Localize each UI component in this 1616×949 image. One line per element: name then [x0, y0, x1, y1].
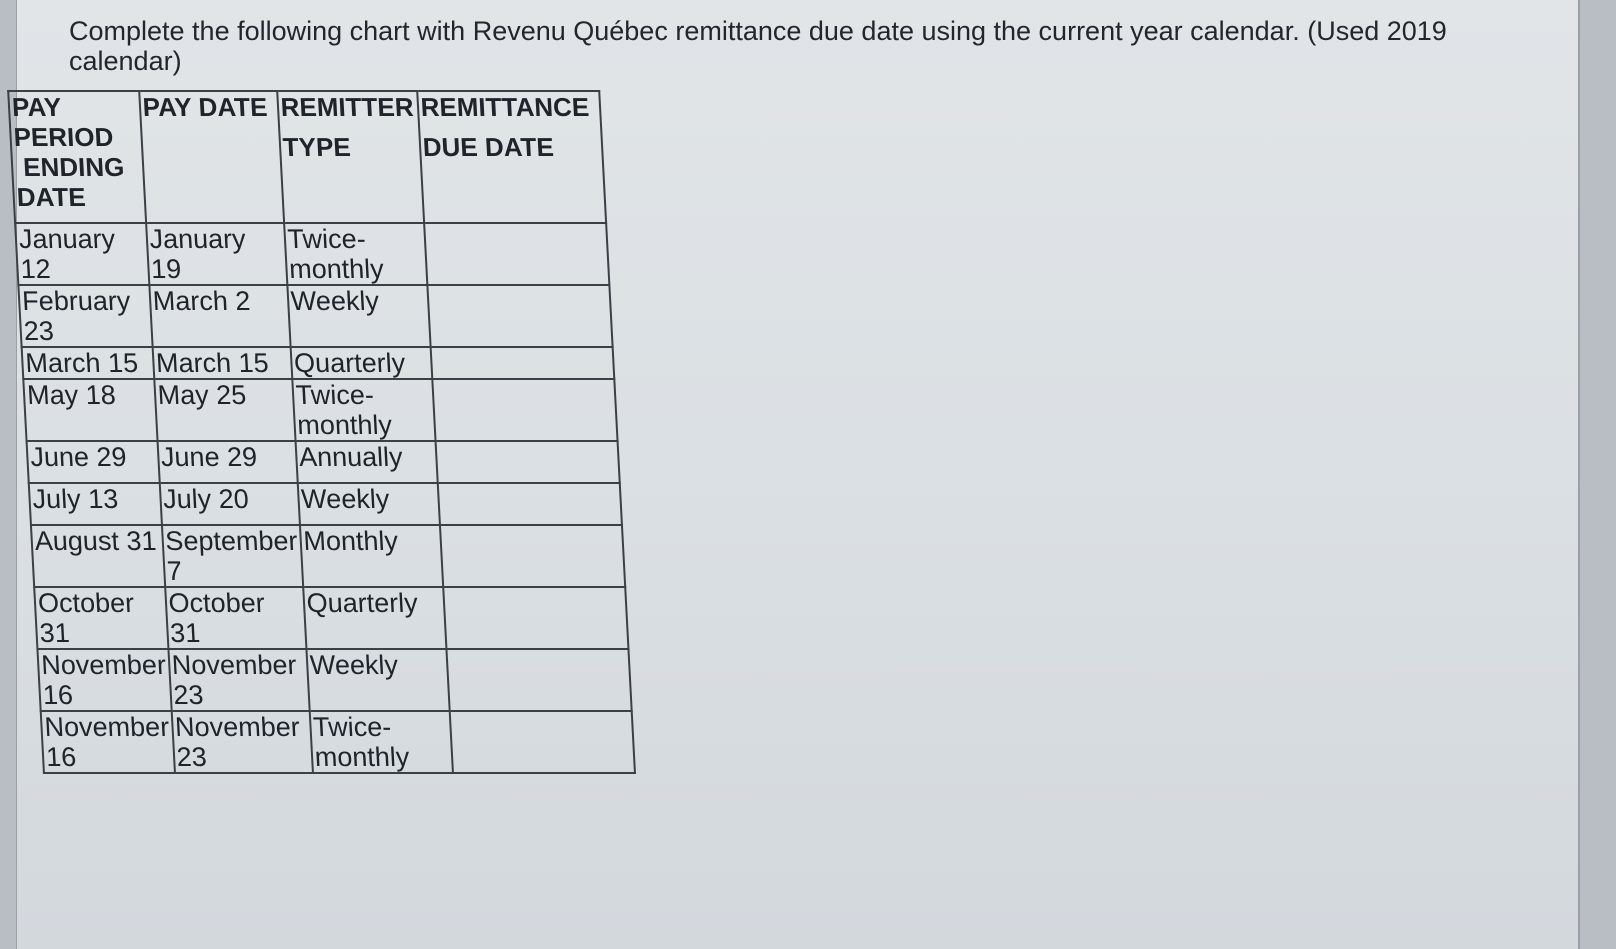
- remittance-due-date-cell[interactable]: [443, 587, 628, 649]
- pay-date-cell: March 2: [149, 285, 290, 347]
- remitter-type-cell: Weekly: [287, 285, 430, 347]
- pay-period-cell: January 12: [15, 223, 149, 285]
- remitter-type-cell: Quarterly: [303, 587, 446, 649]
- document-photo: [11, 0, 1580, 949]
- remittance-due-date-cell[interactable]: [430, 347, 614, 379]
- remittance-due-date-cell[interactable]: [446, 649, 631, 711]
- pay-date-cell: March 15: [152, 347, 292, 379]
- pay-period-cell: July 13: [29, 483, 162, 525]
- remitter-type-cell: Twice-monthly: [284, 223, 427, 285]
- pay-date-cell: January 19: [146, 223, 287, 285]
- remittance-chart: [7, 90, 635, 774]
- pay-date-cell: September 7: [161, 525, 302, 587]
- remitter-type-cell: Twice-monthly: [309, 711, 452, 773]
- pay-period-cell: November 16: [37, 649, 171, 711]
- table-row: [23, 379, 617, 441]
- remittance-due-date-cell[interactable]: [424, 223, 609, 285]
- table-row: [31, 525, 625, 587]
- remittance-due-date-cell[interactable]: [427, 285, 612, 347]
- pay-date-cell: May 25: [154, 379, 295, 441]
- table-row: [18, 285, 612, 347]
- header-pay-period-ending-date: PAY PERIOD ENDING DATE: [8, 91, 145, 223]
- table-row: [29, 483, 622, 525]
- table-row: [34, 587, 628, 649]
- remittance-due-date-cell[interactable]: [449, 711, 634, 773]
- table-row: [15, 223, 609, 285]
- remitter-type-cell: Twice-monthly: [292, 379, 435, 441]
- table-row: [27, 441, 620, 483]
- pay-date-cell: November 23: [168, 649, 309, 711]
- instruction-text: Complete the following chart with Revenu Québec remittance due date using the current year calendar. (Used 2019 calendar): [69, 16, 1447, 76]
- remitter-type-cell: Weekly: [297, 483, 439, 525]
- pay-date-cell: October 31: [165, 587, 306, 649]
- pay-period-cell: February 23: [18, 285, 152, 347]
- header-pay-date: PAY DATE: [139, 91, 284, 223]
- pay-date-cell: November 23: [171, 711, 312, 773]
- remittance-due-date-cell[interactable]: [435, 441, 619, 483]
- pay-period-cell: October 31: [34, 587, 168, 649]
- remitter-type-cell: Monthly: [300, 525, 443, 587]
- remittance-due-date-cell[interactable]: [432, 379, 617, 441]
- pay-period-cell: March 15: [22, 347, 154, 379]
- header-remitter-type: REMITTER TYPE: [277, 91, 424, 223]
- remitter-type-cell: Weekly: [306, 649, 449, 711]
- header-row: [8, 91, 606, 223]
- table-row: [37, 649, 631, 711]
- pay-period-cell: August 31: [31, 525, 165, 587]
- pay-period-cell: November 16: [41, 711, 175, 773]
- remitter-type-cell: Annually: [295, 441, 437, 483]
- pay-period-cell: May 18: [23, 379, 157, 441]
- pay-date-cell: July 20: [159, 483, 299, 525]
- header-remittance-due-date: REMITTANCE DUE DATE: [417, 91, 606, 223]
- pay-date-cell: June 29: [157, 441, 297, 483]
- pay-period-cell: June 29: [27, 441, 160, 483]
- remittance-due-date-cell[interactable]: [437, 483, 621, 525]
- remittance-due-date-cell[interactable]: [440, 525, 625, 587]
- table-row: [41, 711, 635, 773]
- table-row: [22, 347, 614, 379]
- remitter-type-cell: Quarterly: [290, 347, 432, 379]
